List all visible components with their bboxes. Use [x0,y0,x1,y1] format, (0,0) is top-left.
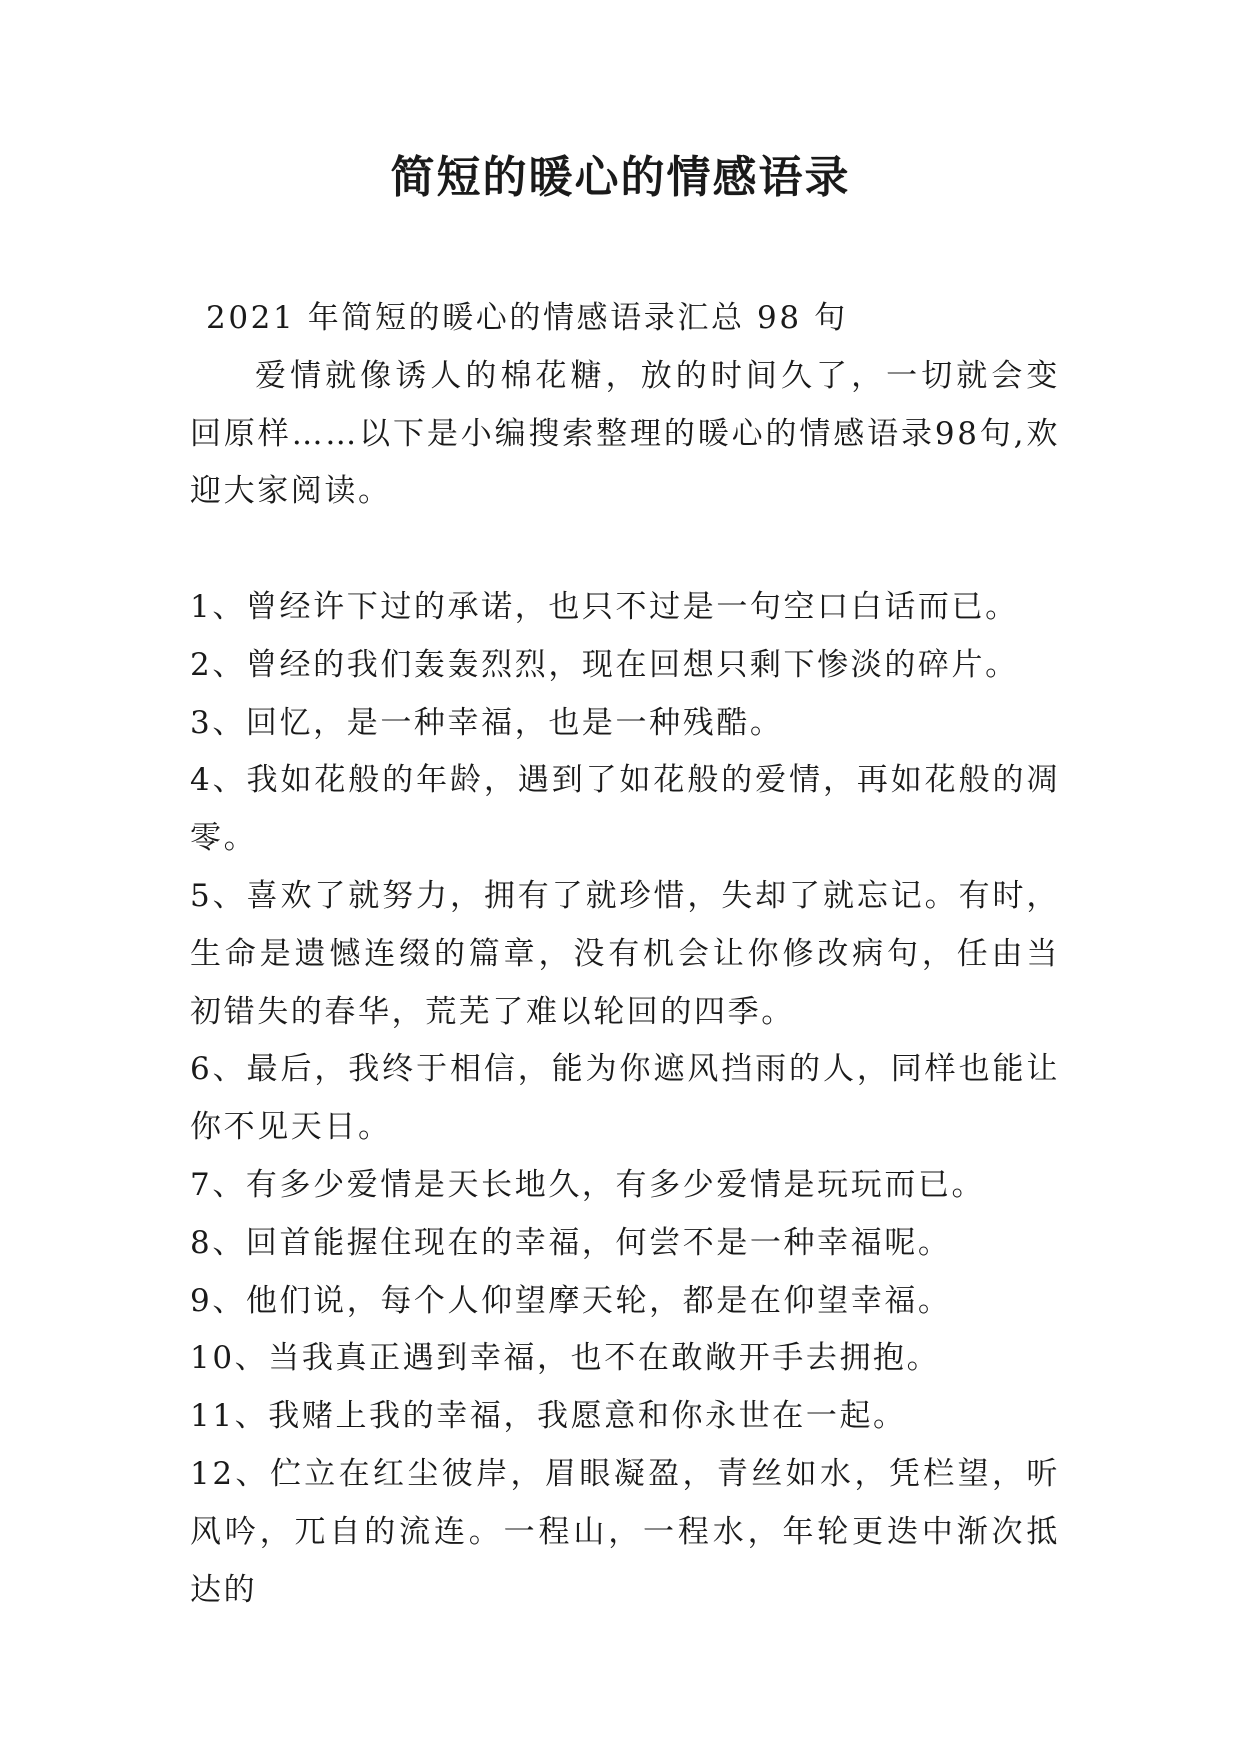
quote-item: 7、有多少爱情是天长地久，有多少爱情是玩玩而已。 [190,1166,986,1203]
intro-paragraph: 爱情就像诱人的棉花糖，放的时间久了，一切就会变回原样……以下是小编搜索整理的暖心的情感语录98句,欢迎大家阅读。 [190,357,1060,510]
quote-item: 9、他们说，每个人仰望摩天轮，都是在仰望幸福。 [190,1282,952,1319]
document-body [190,290,1060,1619]
paragraph-spacer [190,521,1060,579]
quote-item: 1、曾经许下过的承诺，也只不过是一句空口白话而已。 [190,588,1019,625]
quote-item: 12、伫立在红尘彼岸，眉眼凝盈，青丝如水，凭栏望，听风吟，兀自的流连。一程山，一程水，年轮更迭中渐次抵达的 [190,1455,1060,1608]
quote-item: 5、喜欢了就努力，拥有了就珍惜，失却了就忘记。有时，生命是遗憾连缀的篇章，没有机会让你修改病句，任由当初错失的春华，荒芜了难以轮回的四季。 [190,877,1060,1030]
quote-item: 11、我赌上我的幸福，我愿意和你永世在一起。 [190,1398,907,1435]
quote-item: 2、曾经的我们轰轰烈烈，现在回想只剩下惨淡的碎片。 [190,646,1019,683]
quote-item: 8、回首能握住现在的幸福，何尝不是一种幸福呢。 [190,1224,952,1261]
quote-item: 10、当我真正遇到幸福，也不在敢敞开手去拥抱。 [190,1340,941,1377]
document-title: 简短的暖心的情感语录 [390,152,851,203]
quote-item: 6、最后，我终于相信，能为你遮风挡雨的人，同样也能让你不见天日。 [190,1051,1060,1146]
quote-list [190,579,1060,1619]
document-subtitle: 2021 年简短的暖心的情感语录汇总 98 句 [206,300,848,336]
quote-item: 4、我如花般的年龄，遇到了如花般的爱情，再如花般的凋零。 [190,762,1060,857]
quote-item: 3、回忆，是一种幸福，也是一种残酷。 [190,704,784,741]
